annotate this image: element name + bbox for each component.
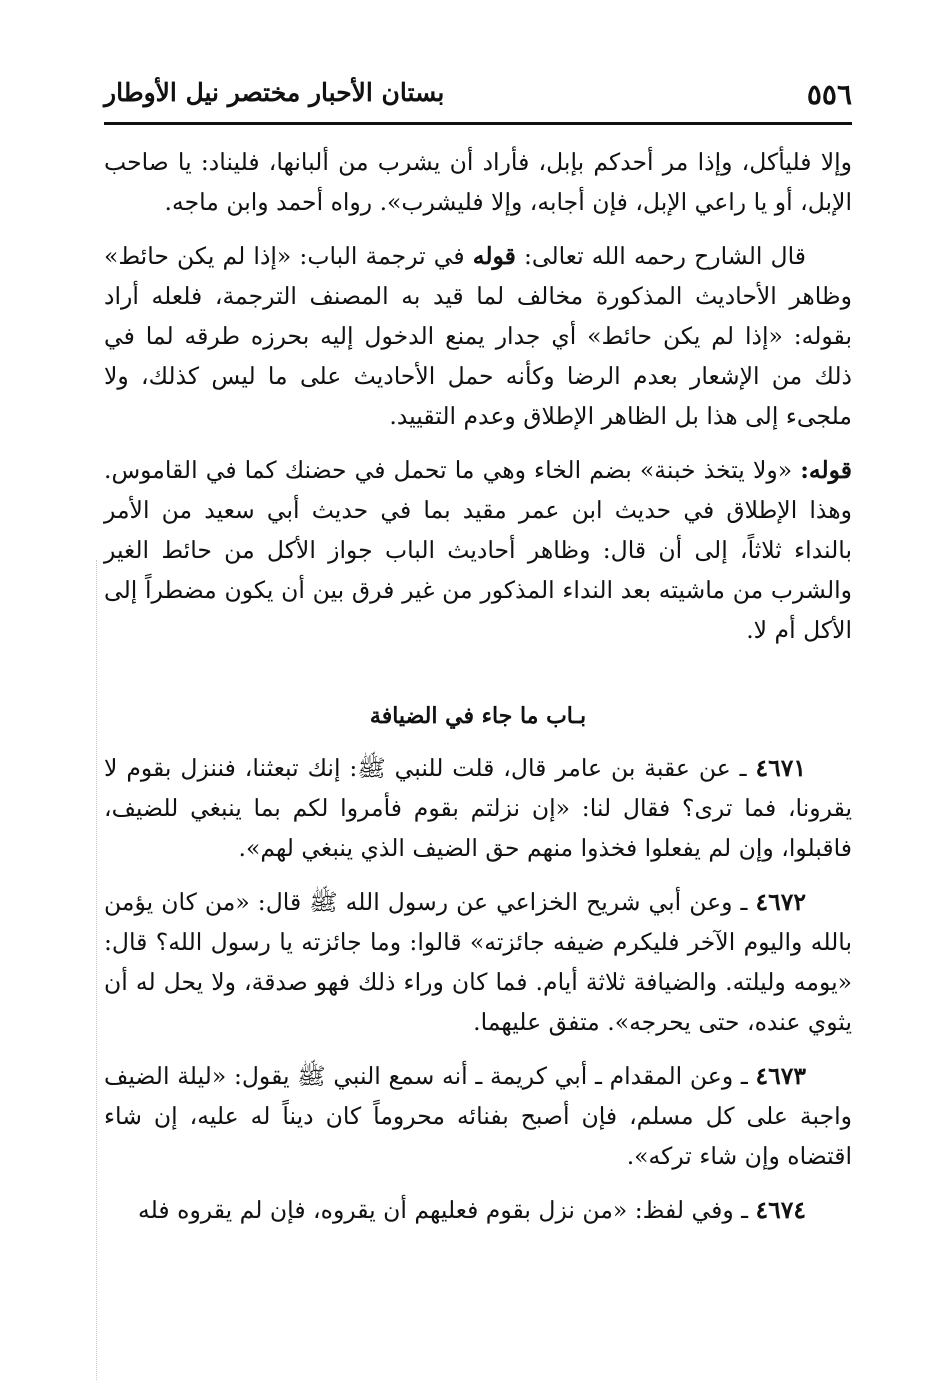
hadith-number: ٤٦٧٤ <box>755 1196 806 1224</box>
hadith-paragraph <box>104 1056 852 1176</box>
header-rule <box>104 122 852 125</box>
paragraph-text: قال الشارح رحمه الله تعالى: <box>515 242 806 270</box>
page-number: ٥٥٦ <box>806 78 852 111</box>
paragraph-continuation <box>104 142 852 222</box>
paragraph-text: وإلا فليأكل، وإذا مر أحدكم بإبل، فأراد أن يشرب من ألبانها، فليناد: يا صاحب الإبل، أو يا راعي الإبل، فإن أجابه، وإلا فليشرب». رواه أحمد وابن ماجه. <box>104 148 852 216</box>
hadith-number: ٤٦٧٢ <box>755 888 806 916</box>
section-title: بـاب ما جاء في الضيافة <box>369 703 587 729</box>
hadith-number: ٤٦٧٣ <box>755 1062 806 1090</box>
hadith-paragraph <box>104 748 852 868</box>
hadith-number: ٤٦٧١ <box>755 754 806 782</box>
hadith-paragraph <box>104 882 852 1042</box>
hadith-text: ـ وعن المقدام ـ أبي كريمة ـ أنه سمع النبي ﷺ يقول: «ليلة الضيف واجبة على كل مسلم، فإن أصبح بفنائه محروماً كان ديناً له عليه، إن شاء اقتضاه وإن شاء تركه». <box>104 1062 852 1170</box>
keyword: قوله: <box>800 456 852 484</box>
hadith-text: ـ وفي لفظ: «من نزل بقوم فعليهم أن يقروه، فإن لم يقروه فله <box>138 1196 756 1224</box>
body-text <box>104 142 852 1244</box>
keyword: قوله <box>472 242 516 270</box>
book-title: بستان الأحبار مختصر نيل الأوطار <box>104 78 445 107</box>
hadith-text: ـ عن عقبة بن عامر قال، قلت للنبي ﷺ: إنك تبعثنا، فننزل بقوم لا يقرونا، فما ترى؟ فقال لنا: «إن نزلتم بقوم فأمروا لكم بما ينبغي للضيف، فاقبلوا، وإن لم يفعلوا فخذوا منهم حق الضيف الذي ينبغي لهم». <box>104 754 852 862</box>
paragraph-text: في ترجمة الباب: «إذا لم يكن حائط» وظاهر الأحاديث المذكورة مخالف لما قيد به المصنف الترجمة، فلعله أراد بقوله: «إذا لم يكن حائط» أي جدار يمنع الدخول إليه بحرزه طرقه لما في ذلك من الإشعار بعدم الرضا وكأنه حمل الأحاديث على ما ليس كذلك، ولا ملجىء إلى هذا بل الظاهر الإطلاق وعدم التقييد. <box>104 242 852 430</box>
hadith-text: ـ وعن أبي شريح الخزاعي عن رسول الله ﷺ قال: «من كان يؤمن بالله واليوم الآخر فليكرم ضيفه جائزته» قالوا: وما جائزته يا رسول الله؟ قال: «يومه وليلته. والضيافة ثلاثة أيام. فما كان وراء ذلك فهو صدقة، ولا يحل له أن يثوي عنده، حتى يحرجه». متفق عليهما. <box>104 888 852 1036</box>
hadith-paragraph <box>104 1190 852 1230</box>
paragraph-commentary <box>104 450 852 650</box>
paragraph-commentary <box>104 236 852 436</box>
paragraph-text: «ولا يتخذ خبنة» بضم الخاء وهي ما تحمل في حضنك كما في القاموس. وهذا الإطلاق في حديث ابن عمر مقيد بما في حديث أبي سعيد من الأمر بالنداء ثلاثاً، إلى أن قال: وظاهر أحاديث الباب جواز الأكل من حائط الغير والشرب من ماشيته بعد النداء المذكور من غير فرق بين أن يكون مضطراً إلى الأكل أم لا. <box>104 456 852 644</box>
page-fold-line <box>96 560 97 1380</box>
running-header <box>104 78 852 118</box>
